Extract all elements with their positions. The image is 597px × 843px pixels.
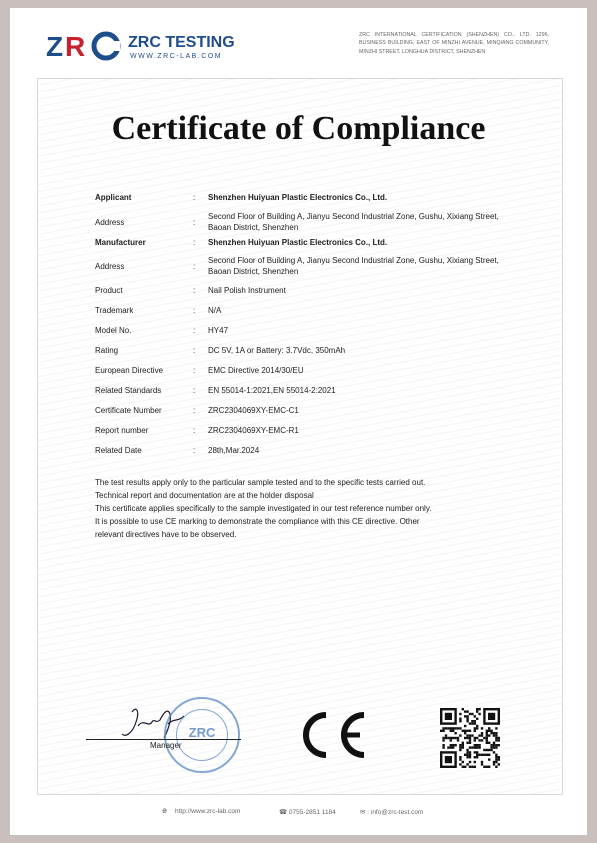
field-label: Manufacturer: [95, 238, 146, 247]
header-address: ZRC INTERNATIONAL CERTIFICATION (SHENZHEN) CO., LTD. 1296, BUSINESS BUILDING, EAST OF MINZHI AVENUE, MINQIANG COMMUNITY, MINZHI STREET, LONGHUA DISTRICT, SHENZHEN: [359, 32, 549, 55]
field-colon: :: [193, 366, 196, 375]
zrc-logo-icon: [46, 30, 126, 62]
field-colon: :: [193, 306, 196, 315]
field-value: Second Floor of Building A, Jianyu Second Industrial Zone, Gushu, Xixiang Street, Baoan District, Shenzhen: [208, 212, 499, 232]
signature-label: Manager: [150, 741, 182, 750]
field-colon: :: [193, 286, 196, 295]
footer-website: [162, 808, 240, 816]
compliance-statement: [95, 476, 515, 541]
certificate-body-frame: [37, 78, 563, 795]
ce-mark-icon: [292, 709, 370, 761]
field-value: Shenzhen Huiyuan Plastic Electronics Co., Ltd.: [208, 238, 388, 247]
field-value: ZRC2304069XY-EMC-R1: [208, 426, 299, 435]
field-value: DC 5V, 1A or Battery: 3.7Vdc, 350mAh: [208, 346, 346, 355]
logo-mark: [46, 30, 126, 70]
seal-text: ZRC: [188, 725, 216, 740]
globe-icon: 🌐︎: [162, 808, 168, 815]
signature-line: [86, 739, 241, 740]
svg-text:Z: Z: [46, 31, 63, 62]
field-colon: :: [193, 262, 196, 271]
statement-line: This certificate applies specifically to the sample investigated in our test reference number only.: [95, 504, 432, 513]
field-label: Rating: [95, 346, 119, 355]
field-colon: :: [193, 406, 196, 415]
field-colon: :: [193, 426, 196, 435]
field-label: Address: [95, 218, 125, 227]
field-value: Shenzhen Huiyuan Plastic Electronics Co., Ltd.: [208, 193, 388, 202]
field-value: Second Floor of Building A, Jianyu Second Industrial Zone, Gushu, Xixiang Street, Baoan District, Shenzhen: [208, 256, 499, 276]
field-value: EN 55014-1:2021,EN 55014-2:2021: [208, 386, 336, 395]
field-label: Product: [95, 286, 123, 295]
field-label: Report number: [95, 426, 149, 435]
field-label: Certificate Number: [95, 406, 162, 415]
statement-line: Technical report and documentation are at the holder disposal: [95, 491, 314, 500]
field-label: Model No.: [95, 326, 132, 335]
field-colon: :: [193, 193, 196, 202]
statement-line: relevant directives have to be observed.: [95, 530, 237, 539]
phone-icon: ☎: [279, 809, 288, 816]
company-seal: [164, 697, 240, 773]
field-colon: :: [193, 446, 196, 455]
statement-line: The test results apply only to the particular sample tested and to the specific tests carried out.: [95, 478, 426, 487]
logo-website: WWW.ZRC-LAB.COM: [130, 53, 223, 60]
field-colon: :: [193, 218, 196, 227]
footer-email: [360, 808, 423, 816]
field-colon: :: [193, 238, 196, 247]
logo-company-name: ZRC TESTING: [128, 34, 235, 51]
field-colon: :: [193, 386, 196, 395]
field-label: Applicant: [95, 193, 132, 202]
qr-code-icon: [440, 708, 500, 768]
footer-phone: [279, 808, 336, 816]
field-label: Address: [95, 262, 125, 271]
footer-email-text: : info@zrc-test.com: [367, 809, 424, 816]
field-value: EMC Directive 2014/30/EU: [208, 366, 304, 375]
field-value: Nail Polish Instrument: [208, 286, 286, 295]
svg-text:R: R: [65, 31, 85, 62]
field-label: European Directive: [95, 366, 164, 375]
footer-phone-text: 0755-2851 1184: [288, 809, 336, 816]
field-label: Related Date: [95, 446, 142, 455]
field-label: Related Standards: [95, 386, 162, 395]
field-colon: :: [193, 346, 196, 355]
field-value: ZRC2304069XY-EMC-C1: [208, 406, 299, 415]
field-value: HY47: [208, 326, 229, 335]
field-label: Trademark: [95, 306, 134, 315]
certificate-title: Certificate of Compliance: [111, 110, 486, 147]
email-icon: ✉: [360, 809, 366, 816]
statement-line: It is possible to use CE marking to demonstrate the compliance with this CE directive. Other: [95, 517, 420, 526]
footer-website-text: http://www.zrc-lab.com: [175, 808, 241, 815]
field-colon: :: [193, 326, 196, 335]
field-value: N/A: [208, 306, 222, 315]
field-value: 28th,Mar.2024: [208, 446, 260, 455]
